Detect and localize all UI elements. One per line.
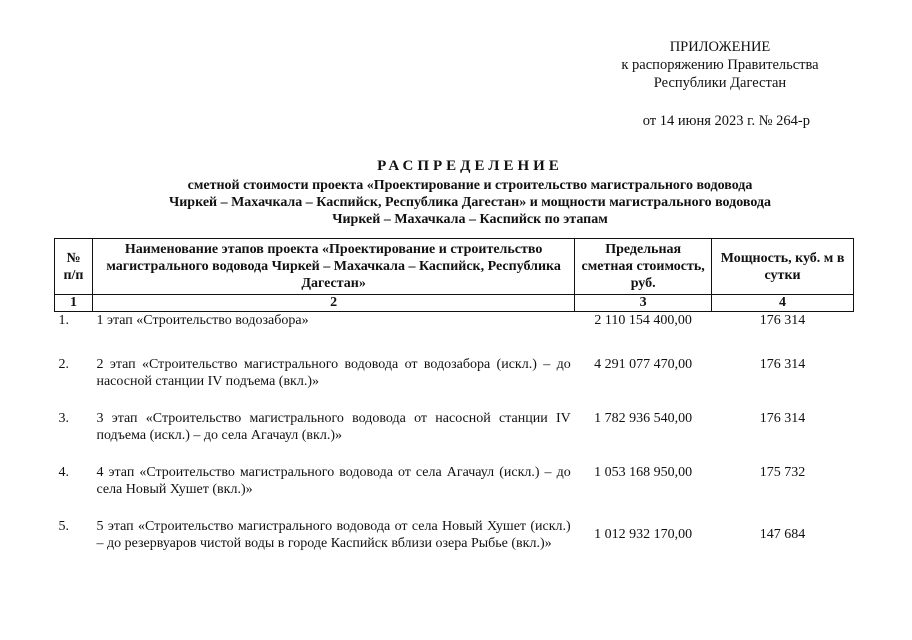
stage-name: 2 этап «Строительство магистрального водовода от водозабора (искл.) – до насосной станции IV подъема (вкл.)»: [96, 356, 571, 389]
table-row: [55, 312, 854, 336]
stages-table: [54, 238, 854, 552]
title-line-2: Чиркей – Махачкала – Каспийск, Республика Дагестан» и мощности магистрального водовода: [168, 195, 772, 210]
column-number-row: [55, 295, 854, 312]
header-cost: Предельная сметная стоимость, руб.: [575, 239, 712, 295]
stage-cost: 4 291 077 470,00: [594, 356, 693, 372]
column-number: 1: [55, 295, 93, 312]
header-capacity: Мощность, куб. м в сутки: [712, 239, 854, 295]
stage-capacity: 175 732: [759, 464, 806, 480]
appendix-label: ПРИЛОЖЕНИЕ: [669, 39, 771, 55]
stage-name: 5 этап «Строительство магистрального водовода от села Новый Хушет (искл.) – до резервуаров чистой воды в городе Каспийск вблизи озера Рыбье (вкл.)»: [96, 518, 571, 551]
column-number: 3: [575, 295, 712, 312]
stage-capacity: 176 314: [759, 410, 806, 426]
row-number: 4.: [58, 464, 69, 480]
appendix-header: [560, 38, 880, 130]
table-header-row: [55, 239, 854, 295]
table-row: [55, 356, 854, 390]
title-main: РАСПРЕДЕЛЕНИЕ: [377, 158, 563, 174]
stage-cost: 1 053 168 950,00: [594, 464, 693, 480]
stage-capacity: 147 684: [759, 527, 806, 542]
stage-cost: 1 782 936 540,00: [594, 410, 693, 426]
stage-cost: 2 110 154 400,00: [594, 313, 692, 328]
stage-capacity: 176 314: [759, 313, 806, 328]
stage-name: 4 этап «Строительство магистрального водовода от села Агачаул (искл.) – до села Новый Хушет (вкл.)»: [96, 464, 571, 497]
title-line-3: Чиркей – Махачкала – Каспийск по этапам: [332, 212, 608, 227]
row-number: 2.: [58, 356, 69, 372]
row-number: 1.: [58, 313, 69, 328]
header-stage-name: Наименование этапов проекта «Проектирование и строительство магистрального водовода Чиркей – Махачкала – Каспийск, Республика Дагестан»: [92, 239, 574, 295]
appendix-order-line: к распоряжению Правительства: [621, 57, 819, 73]
stage-capacity: 176 314: [759, 356, 806, 372]
column-number: 2: [92, 295, 574, 312]
table-row: [55, 518, 854, 552]
title-line-1: сметной стоимости проекта «Проектирование и строительство магистрального водовода: [187, 178, 753, 193]
row-number: 5.: [58, 518, 69, 534]
header-number: № п/п: [55, 239, 93, 295]
appendix-republic-line: Республики Дагестан: [653, 75, 787, 91]
appendix-date: от 14 июня 2023 г. № 264-р: [642, 113, 810, 129]
stage-name: 1 этап «Строительство водозабора»: [96, 313, 309, 328]
column-number: 4: [712, 295, 854, 312]
stage-name: 3 этап «Строительство магистрального водовода от насосной станции IV подъема (искл.) – до села Агачаул (вкл.)»: [96, 410, 571, 443]
table-row: [55, 410, 854, 444]
row-number: 3.: [58, 410, 69, 426]
stage-cost: 1 012 932 170,00: [594, 527, 693, 542]
table-row: [55, 464, 854, 498]
document-title: [100, 158, 840, 228]
